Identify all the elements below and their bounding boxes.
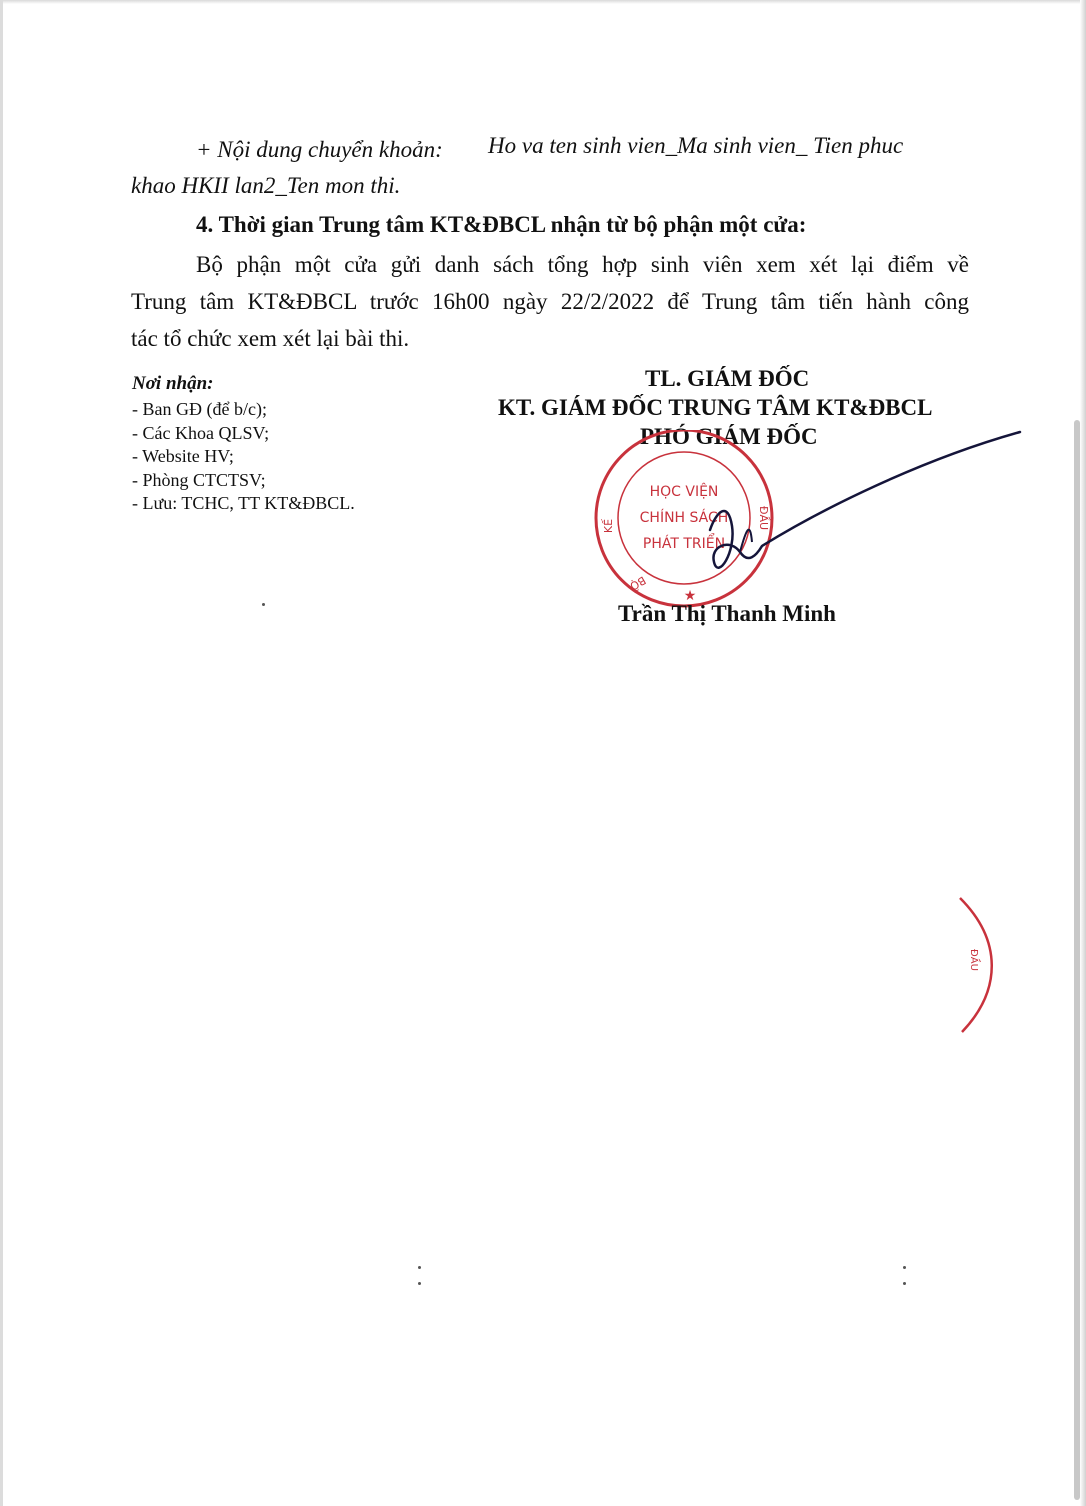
seal-edge-text: ĐẦU: [968, 949, 979, 971]
recipient-item: - Ban GĐ (để b/c);: [132, 399, 267, 419]
scan-speck: [418, 1266, 421, 1269]
scan-speck: [418, 1282, 421, 1285]
stamp-arc-right: ĐẦU: [757, 505, 770, 531]
payment-content-label: + Nội dung chuyển khoản:: [196, 137, 443, 162]
scrollbar-thumb[interactable]: [1074, 420, 1080, 1500]
section-4-heading: 4. Thời gian Trung tâm KT&ĐBCL nhận từ bộ phận một cửa:: [196, 212, 807, 237]
stamp-text-line-1: HỌC VIỆN: [649, 484, 719, 500]
signer-name: Trần Thị Thanh Minh: [618, 601, 836, 626]
payment-content-format: Ho va ten sinh vien_Ma sinh vien_ Tien phuc: [488, 133, 904, 158]
scan-speck: [903, 1266, 906, 1269]
handwritten-signature: [710, 432, 1020, 568]
stamp-text-line-2: CHÍNH SÁCH: [639, 510, 729, 526]
stamp-arc-left: KẾ: [602, 518, 615, 534]
stamp-star-icon: ★: [683, 588, 697, 604]
scan-speck: [903, 1282, 906, 1285]
seal-edge-fragment: [940, 890, 1000, 1040]
signature-line-3: PHÓ GIÁM ĐỐC: [640, 424, 818, 449]
recipient-item: - Phòng CTCTSV;: [132, 469, 266, 490]
paragraph-line-3: tác tổ chức xem xét lại bài thi.: [131, 326, 410, 351]
recipient-item: - Các Khoa QLSV;: [132, 422, 270, 443]
scan-speck: [262, 603, 265, 606]
page-left-edge: [0, 0, 3, 1506]
recipients-title: Nơi nhận:: [132, 373, 214, 394]
recipients-list: [132, 398, 355, 516]
official-stamp: [590, 430, 1030, 630]
payment-content-line-2: khao HKII lan2_Ten mon thi.: [131, 173, 401, 198]
recipient-item: - Lưu: TCHC, TT KT&ĐBCL.: [132, 493, 355, 513]
page-top-edge: [0, 0, 1086, 4]
stamp-text-line-3: PHÁT TRIỂN: [642, 536, 726, 552]
paragraph-line-2: Trung tâm KT&ĐBCL trước 16h00 ngày 22/2/2022 để Trung tâm tiến hành công: [131, 289, 969, 314]
page-right-edge: [1080, 0, 1086, 1506]
stamp-arc-bottom: BỘ: [627, 573, 649, 593]
paragraph-line-1: Bộ phận một cửa gửi danh sách tổng hợp sinh viên xem xét lại điểm về: [196, 252, 969, 277]
recipient-item: - Website HV;: [132, 446, 234, 466]
signature-line-1: TL. GIÁM ĐỐC: [645, 366, 810, 391]
signature-line-2: KT. GIÁM ĐỐC TRUNG TÂM KT&ĐBCL: [498, 395, 933, 420]
